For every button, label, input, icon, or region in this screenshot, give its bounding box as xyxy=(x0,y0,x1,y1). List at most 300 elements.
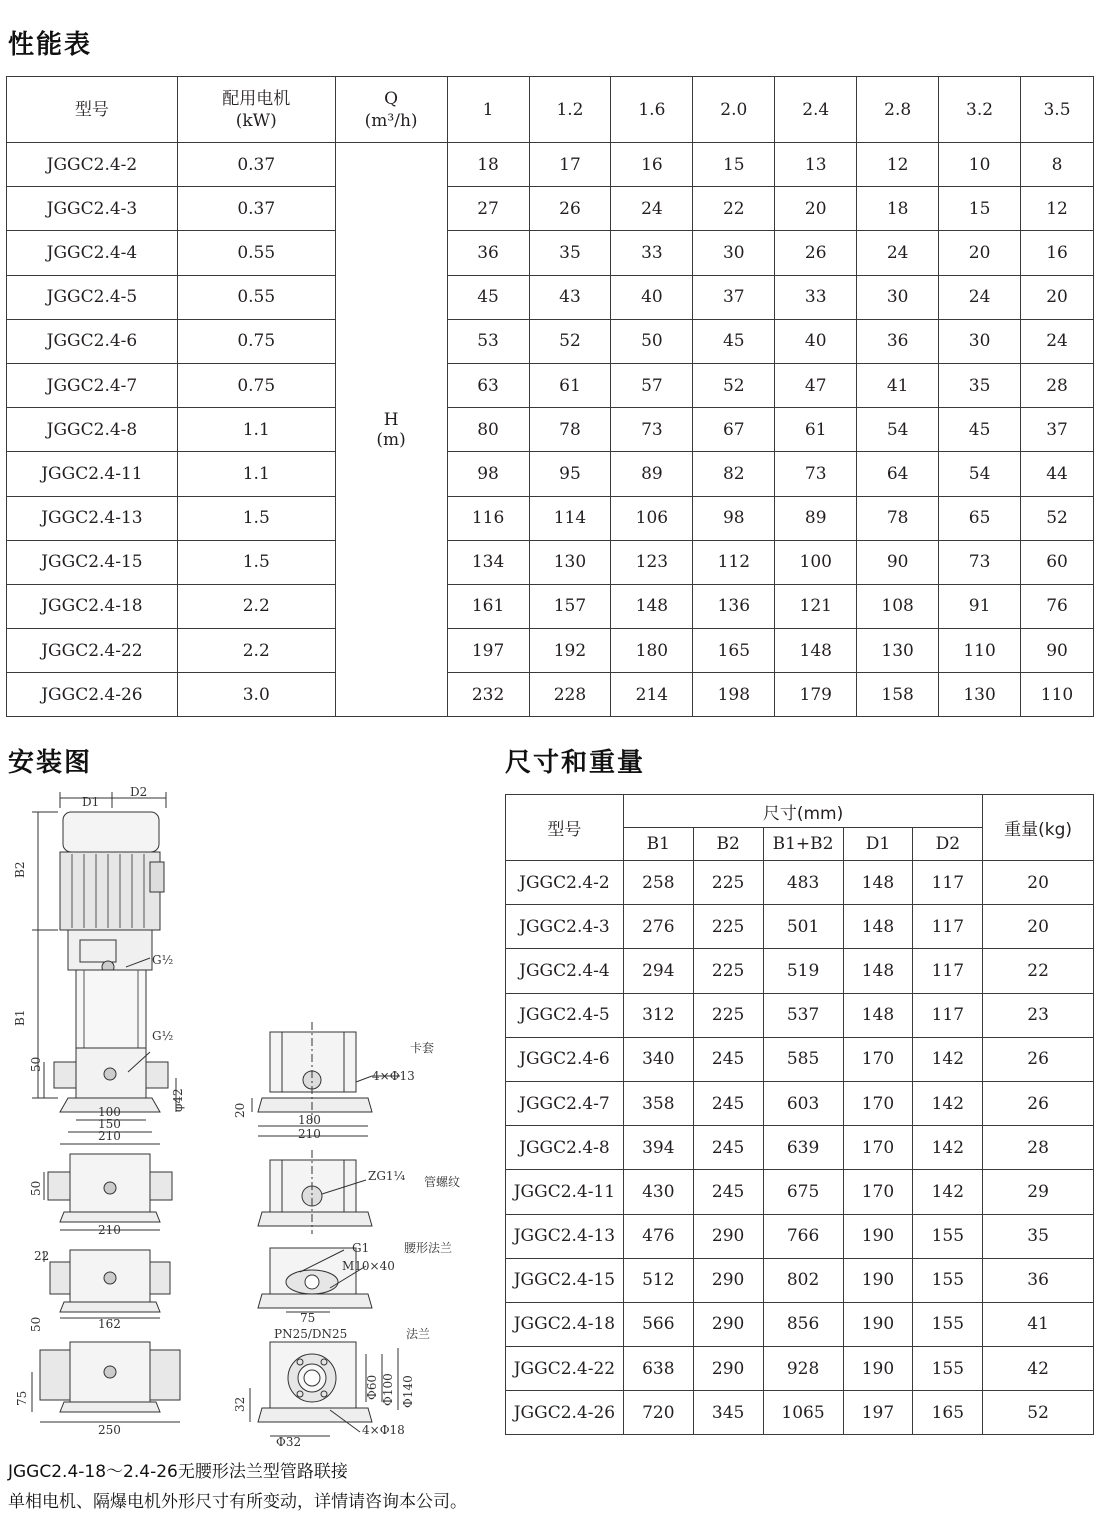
dimension-cell: 519 xyxy=(763,949,843,993)
head-value-cell: 65 xyxy=(939,496,1021,540)
head-value-cell: 60 xyxy=(1021,540,1094,584)
head-value-cell: 89 xyxy=(775,496,857,540)
head-value-cell: 123 xyxy=(611,540,693,584)
weight-cell: 20 xyxy=(983,861,1094,905)
head-value-cell: 28 xyxy=(1021,363,1094,407)
head-value-cell: 192 xyxy=(529,629,611,673)
installation-heading: 安装图 xyxy=(8,748,93,778)
label-pn: PN25/DN25 xyxy=(274,1327,348,1341)
label-dim-162: 162 xyxy=(98,1317,121,1331)
power-cell: 0.75 xyxy=(177,319,335,363)
dimensions-header-row xyxy=(506,795,1094,828)
head-value-cell: 30 xyxy=(693,231,775,275)
label-dim-210-b: 210 xyxy=(298,1127,321,1141)
head-value-cell: 130 xyxy=(857,629,939,673)
label-dim-75-b: 75 xyxy=(15,1390,29,1406)
label-dim-210-a: 210 xyxy=(98,1129,121,1143)
label-dim-phi42: φ42 xyxy=(171,1088,185,1112)
head-value-cell: 24 xyxy=(939,275,1021,319)
power-cell: 0.37 xyxy=(177,187,335,231)
dimension-cell: 394 xyxy=(623,1126,693,1170)
head-value-cell: 78 xyxy=(857,496,939,540)
model-cell: JGGC2.4-15 xyxy=(7,540,178,584)
performance-body xyxy=(7,143,1094,717)
label-pipe-thread: 管螺纹 xyxy=(424,1175,461,1189)
dimension-cell: 340 xyxy=(623,1037,693,1081)
table-row xyxy=(506,1037,1094,1081)
model-cell: JGGC2.4-2 xyxy=(506,861,624,905)
dimensions-heading: 尺寸和重量 xyxy=(505,748,646,778)
head-value-cell: 91 xyxy=(939,584,1021,628)
table-row xyxy=(506,1391,1094,1435)
header-q-line2: (m³/h) xyxy=(364,110,418,131)
power-cell: 2.2 xyxy=(177,629,335,673)
table-row xyxy=(506,993,1094,1037)
head-value-cell: 61 xyxy=(529,363,611,407)
dimension-cell: 258 xyxy=(623,861,693,905)
table-row xyxy=(7,452,1094,496)
model-cell: JGGC2.4-5 xyxy=(7,275,178,319)
dims-col-header: D2 xyxy=(913,828,983,861)
dimension-cell: 142 xyxy=(913,1037,983,1081)
head-label-line1: H xyxy=(383,409,399,430)
head-value-cell: 110 xyxy=(1021,673,1094,717)
label-ferrule: 卡套 xyxy=(410,1041,435,1055)
head-value-cell: 47 xyxy=(775,363,857,407)
weight-cell: 22 xyxy=(983,949,1094,993)
power-cell: 0.55 xyxy=(177,275,335,319)
label-dim-phi60: Φ60 xyxy=(365,1374,379,1400)
model-cell: JGGC2.4-2 xyxy=(7,143,178,187)
performance-header-row xyxy=(7,77,1094,143)
head-value-cell: 63 xyxy=(447,363,529,407)
table-row xyxy=(7,584,1094,628)
head-value-cell: 41 xyxy=(857,363,939,407)
head-value-cell: 45 xyxy=(447,275,529,319)
head-value-cell: 100 xyxy=(775,540,857,584)
head-value-cell: 116 xyxy=(447,496,529,540)
head-value-cell: 24 xyxy=(611,187,693,231)
dimension-cell: 190 xyxy=(843,1258,913,1302)
head-value-cell: 37 xyxy=(1021,408,1094,452)
label-dim-4x18: 4×Φ18 xyxy=(362,1423,405,1437)
model-cell: JGGC2.4-11 xyxy=(7,452,178,496)
model-cell: JGGC2.4-8 xyxy=(506,1126,624,1170)
head-value-cell: 54 xyxy=(939,452,1021,496)
head-value-cell: 228 xyxy=(529,673,611,717)
head-value-cell: 33 xyxy=(775,275,857,319)
dimension-cell: 483 xyxy=(763,861,843,905)
dimension-cell: 170 xyxy=(843,1081,913,1125)
weight-cell: 36 xyxy=(983,1258,1094,1302)
table-row xyxy=(7,363,1094,407)
table-row xyxy=(7,496,1094,540)
head-value-cell: 61 xyxy=(775,408,857,452)
label-oval-flange: 腰形法兰 xyxy=(404,1241,453,1255)
label-flange: 法兰 xyxy=(406,1327,431,1341)
oval-flange-plan xyxy=(258,1248,372,1312)
label-dim-phi32: Φ32 xyxy=(276,1435,302,1449)
label-g-half-mid: G½ xyxy=(152,1029,174,1043)
model-cell: JGGC2.4-13 xyxy=(7,496,178,540)
model-cell: JGGC2.4-18 xyxy=(7,584,178,628)
flow-header-cell: 1.2 xyxy=(529,77,611,143)
dimension-cell: 155 xyxy=(913,1258,983,1302)
head-value-cell: 110 xyxy=(939,629,1021,673)
weight-cell: 26 xyxy=(983,1081,1094,1125)
dims-header-size-text: 尺寸(mm) xyxy=(762,803,844,824)
label-dim-50-b: 50 xyxy=(29,1180,43,1196)
head-value-cell: 20 xyxy=(775,187,857,231)
label-dim-150: 150 xyxy=(98,1117,121,1131)
head-value-cell: 197 xyxy=(447,629,529,673)
dimension-cell: 170 xyxy=(843,1170,913,1214)
head-value-cell: 36 xyxy=(857,319,939,363)
header-motor-line2: (kW) xyxy=(235,110,277,131)
model-cell: JGGC2.4-6 xyxy=(506,1037,624,1081)
head-value-cell: 16 xyxy=(1021,231,1094,275)
label-g1: G1 xyxy=(352,1241,370,1255)
model-cell: JGGC2.4-11 xyxy=(506,1170,624,1214)
table-row xyxy=(506,1214,1094,1258)
head-value-cell: 54 xyxy=(857,408,939,452)
dimension-cell: 190 xyxy=(843,1302,913,1346)
label-dim-phi100: Φ100 xyxy=(381,1373,395,1406)
dimension-cell: 225 xyxy=(693,949,763,993)
head-value-cell: 76 xyxy=(1021,584,1094,628)
head-value-cell: 90 xyxy=(857,540,939,584)
head-value-cell: 106 xyxy=(611,496,693,540)
head-value-cell: 114 xyxy=(529,496,611,540)
table-row xyxy=(506,1126,1094,1170)
dimension-cell: 170 xyxy=(843,1126,913,1170)
label-dim-100: 100 xyxy=(98,1105,121,1119)
head-value-cell: 16 xyxy=(611,143,693,187)
head-value-cell: 12 xyxy=(1021,187,1094,231)
dimension-cell: 142 xyxy=(913,1081,983,1125)
head-label-line2: (m) xyxy=(376,429,406,450)
dimension-cell: 155 xyxy=(913,1302,983,1346)
flow-header-cell: 2.8 xyxy=(857,77,939,143)
power-cell: 2.2 xyxy=(177,584,335,628)
head-value-cell: 17 xyxy=(529,143,611,187)
dimension-cell: 476 xyxy=(623,1214,693,1258)
head-value-cell: 15 xyxy=(693,143,775,187)
head-value-cell: 78 xyxy=(529,408,611,452)
label-dim-210-c: 210 xyxy=(98,1223,121,1237)
dimension-cell: 245 xyxy=(693,1037,763,1081)
head-value-cell: 52 xyxy=(529,319,611,363)
power-cell: 1.1 xyxy=(177,408,335,452)
head-value-cell: 148 xyxy=(775,629,857,673)
table-row xyxy=(506,1347,1094,1391)
head-value-cell: 30 xyxy=(939,319,1021,363)
head-value-cell: 50 xyxy=(611,319,693,363)
label-dim-22: 22 xyxy=(34,1249,50,1263)
head-value-cell: 95 xyxy=(529,452,611,496)
head-value-cell: 40 xyxy=(775,319,857,363)
head-value-cell: 36 xyxy=(447,231,529,275)
dims-col-header: B1+B2 xyxy=(763,828,843,861)
head-value-cell: 130 xyxy=(939,673,1021,717)
power-cell: 0.37 xyxy=(177,143,335,187)
head-value-cell: 43 xyxy=(529,275,611,319)
power-cell: 3.0 xyxy=(177,673,335,717)
head-value-cell: 22 xyxy=(693,187,775,231)
head-value-cell: 112 xyxy=(693,540,775,584)
header-q-line1: Q xyxy=(384,88,399,109)
head-value-cell: 20 xyxy=(939,231,1021,275)
head-value-cell: 80 xyxy=(447,408,529,452)
table-row xyxy=(7,673,1094,717)
weight-cell: 35 xyxy=(983,1214,1094,1258)
head-value-cell: 24 xyxy=(857,231,939,275)
label-zg: ZG1¼ xyxy=(368,1169,406,1183)
dimension-cell: 117 xyxy=(913,905,983,949)
dimension-cell: 155 xyxy=(913,1214,983,1258)
weight-cell: 28 xyxy=(983,1126,1094,1170)
head-value-cell: 57 xyxy=(611,363,693,407)
dimension-cell: 585 xyxy=(763,1037,843,1081)
dimension-cell: 1065 xyxy=(763,1391,843,1435)
installation-drawing xyxy=(0,782,480,1462)
head-value-cell: 98 xyxy=(693,496,775,540)
table-row xyxy=(7,231,1094,275)
head-value-cell: 10 xyxy=(939,143,1021,187)
label-d2: D2 xyxy=(130,785,148,799)
dimension-cell: 148 xyxy=(843,905,913,949)
table-row xyxy=(506,905,1094,949)
label-m10: M10×40 xyxy=(342,1259,395,1273)
header-model-text: 型号 xyxy=(74,99,109,120)
dimension-cell: 312 xyxy=(623,993,693,1037)
dimension-cell: 148 xyxy=(843,993,913,1037)
table-row xyxy=(506,1302,1094,1346)
weight-cell: 29 xyxy=(983,1170,1094,1214)
head-value-cell: 198 xyxy=(693,673,775,717)
head-value-cell: 158 xyxy=(857,673,939,717)
dimension-cell: 345 xyxy=(693,1391,763,1435)
model-cell: JGGC2.4-3 xyxy=(506,905,624,949)
table-row xyxy=(506,1258,1094,1302)
dimension-cell: 245 xyxy=(693,1126,763,1170)
model-cell: JGGC2.4-3 xyxy=(7,187,178,231)
label-dim-4x13: 4×Φ13 xyxy=(372,1069,415,1083)
head-value-cell: 89 xyxy=(611,452,693,496)
dimension-cell: 155 xyxy=(913,1347,983,1391)
head-value-cell: 33 xyxy=(611,231,693,275)
head-value-cell: 108 xyxy=(857,584,939,628)
dimension-cell: 117 xyxy=(913,993,983,1037)
head-value-cell: 30 xyxy=(857,275,939,319)
model-cell: JGGC2.4-13 xyxy=(506,1214,624,1258)
head-label-cell xyxy=(335,143,447,717)
label-dim-75-a: 75 xyxy=(300,1311,316,1325)
dimension-cell: 290 xyxy=(693,1302,763,1346)
dimension-cell: 117 xyxy=(913,949,983,993)
performance-heading: 性能表 xyxy=(8,30,93,60)
dimension-cell: 430 xyxy=(623,1170,693,1214)
dimension-cell: 245 xyxy=(693,1081,763,1125)
head-value-cell: 27 xyxy=(447,187,529,231)
flow-header-cell: 1 xyxy=(447,77,529,143)
dims-header-model: 型号 xyxy=(506,795,624,861)
label-dim-50-a: 50 xyxy=(29,1056,43,1072)
dimension-cell: 165 xyxy=(913,1391,983,1435)
dimension-cell: 290 xyxy=(693,1258,763,1302)
model-cell: JGGC2.4-22 xyxy=(506,1347,624,1391)
dimension-cell: 148 xyxy=(843,861,913,905)
dimension-cell: 675 xyxy=(763,1170,843,1214)
weight-cell: 41 xyxy=(983,1302,1094,1346)
head-value-cell: 180 xyxy=(611,629,693,673)
head-value-cell: 73 xyxy=(611,408,693,452)
head-value-cell: 52 xyxy=(693,363,775,407)
head-value-cell: 26 xyxy=(529,187,611,231)
label-b1: B1 xyxy=(13,1009,27,1026)
table-row xyxy=(7,319,1094,363)
dimension-cell: 197 xyxy=(843,1391,913,1435)
pipe-thread-view xyxy=(258,1150,372,1234)
weight-cell: 52 xyxy=(983,1391,1094,1435)
dimensions-table xyxy=(505,794,1094,1435)
dimension-cell: 766 xyxy=(763,1214,843,1258)
power-cell: 1.1 xyxy=(177,452,335,496)
dims-col-header: B2 xyxy=(693,828,763,861)
head-value-cell: 8 xyxy=(1021,143,1094,187)
model-cell: JGGC2.4-5 xyxy=(506,993,624,1037)
header-model xyxy=(7,77,178,143)
dimension-cell: 928 xyxy=(763,1347,843,1391)
model-cell: JGGC2.4-7 xyxy=(506,1081,624,1125)
flow-header-cell: 2.0 xyxy=(693,77,775,143)
head-value-cell: 12 xyxy=(857,143,939,187)
head-value-cell: 45 xyxy=(939,408,1021,452)
head-value-cell: 20 xyxy=(1021,275,1094,319)
power-cell: 0.75 xyxy=(177,363,335,407)
header-motor xyxy=(177,77,335,143)
flange-view xyxy=(32,1342,180,1422)
model-cell: JGGC2.4-4 xyxy=(506,949,624,993)
head-value-cell: 130 xyxy=(529,540,611,584)
head-value-cell: 13 xyxy=(775,143,857,187)
head-value-cell: 64 xyxy=(857,452,939,496)
head-value-cell: 44 xyxy=(1021,452,1094,496)
head-value-cell: 214 xyxy=(611,673,693,717)
table-row xyxy=(7,408,1094,452)
dimension-cell: 802 xyxy=(763,1258,843,1302)
dimension-cell: 603 xyxy=(763,1081,843,1125)
head-value-cell: 73 xyxy=(775,452,857,496)
label-d1: D1 xyxy=(82,795,100,809)
head-value-cell: 161 xyxy=(447,584,529,628)
head-value-cell: 52 xyxy=(1021,496,1094,540)
main-elevation-view xyxy=(32,792,176,1144)
model-cell: JGGC2.4-6 xyxy=(7,319,178,363)
threaded-view xyxy=(44,1154,172,1230)
model-cell: JGGC2.4-15 xyxy=(506,1258,624,1302)
model-cell: JGGC2.4-4 xyxy=(7,231,178,275)
head-value-cell: 53 xyxy=(447,319,529,363)
label-dim-180: 180 xyxy=(298,1113,321,1127)
dimension-cell: 148 xyxy=(843,949,913,993)
head-value-cell: 121 xyxy=(775,584,857,628)
table-row xyxy=(7,629,1094,673)
model-cell: JGGC2.4-8 xyxy=(7,408,178,452)
head-value-cell: 148 xyxy=(611,584,693,628)
label-dim-50-c: 50 xyxy=(29,1316,43,1332)
table-row xyxy=(7,275,1094,319)
head-value-cell: 37 xyxy=(693,275,775,319)
dimension-cell: 856 xyxy=(763,1302,843,1346)
label-dim-phi140: Φ140 xyxy=(401,1375,415,1408)
dimension-cell: 290 xyxy=(693,1214,763,1258)
head-value-cell: 157 xyxy=(529,584,611,628)
dimension-cell: 142 xyxy=(913,1126,983,1170)
head-value-cell: 82 xyxy=(693,452,775,496)
dimensions-body xyxy=(506,861,1094,1435)
note-motor: 单相电机、隔爆电机外形尺寸有所变动，详情请咨询本公司。 xyxy=(8,1492,467,1512)
model-cell: JGGC2.4-26 xyxy=(7,673,178,717)
flow-header-cell: 3.5 xyxy=(1021,77,1094,143)
weight-cell: 23 xyxy=(983,993,1094,1037)
model-cell: JGGC2.4-26 xyxy=(506,1391,624,1435)
head-value-cell: 232 xyxy=(447,673,529,717)
flow-header-cell: 1.6 xyxy=(611,77,693,143)
dimension-cell: 117 xyxy=(913,861,983,905)
dimension-cell: 537 xyxy=(763,993,843,1037)
weight-cell: 42 xyxy=(983,1347,1094,1391)
weight-cell: 20 xyxy=(983,905,1094,949)
dimension-cell: 639 xyxy=(763,1126,843,1170)
dimension-cell: 142 xyxy=(913,1170,983,1214)
head-value-cell: 73 xyxy=(939,540,1021,584)
model-cell: JGGC2.4-22 xyxy=(7,629,178,673)
model-cell: JGGC2.4-7 xyxy=(7,363,178,407)
head-value-cell: 67 xyxy=(693,408,775,452)
dims-header-size xyxy=(623,795,982,828)
table-row xyxy=(7,540,1094,584)
dims-header-weight: 重量(kg) xyxy=(983,795,1094,861)
dimension-cell: 501 xyxy=(763,905,843,949)
head-value-cell: 40 xyxy=(611,275,693,319)
dimension-cell: 225 xyxy=(693,861,763,905)
head-value-cell: 24 xyxy=(1021,319,1094,363)
head-value-cell: 90 xyxy=(1021,629,1094,673)
dimension-cell: 638 xyxy=(623,1347,693,1391)
power-cell: 1.5 xyxy=(177,496,335,540)
dimension-cell: 566 xyxy=(623,1302,693,1346)
table-row xyxy=(506,949,1094,993)
power-cell: 0.55 xyxy=(177,231,335,275)
head-value-cell: 134 xyxy=(447,540,529,584)
label-dim-250: 250 xyxy=(98,1423,121,1437)
table-row xyxy=(506,1170,1094,1214)
head-value-cell: 18 xyxy=(857,187,939,231)
head-value-cell: 45 xyxy=(693,319,775,363)
dimension-cell: 294 xyxy=(623,949,693,993)
dimension-cell: 358 xyxy=(623,1081,693,1125)
head-value-cell: 165 xyxy=(693,629,775,673)
head-value-cell: 35 xyxy=(529,231,611,275)
head-value-cell: 15 xyxy=(939,187,1021,231)
dimension-cell: 276 xyxy=(623,905,693,949)
label-dim-20: 20 xyxy=(233,1102,247,1118)
performance-table xyxy=(6,76,1094,717)
dims-col-header: B1 xyxy=(623,828,693,861)
head-value-cell: 98 xyxy=(447,452,529,496)
head-value-cell: 18 xyxy=(447,143,529,187)
